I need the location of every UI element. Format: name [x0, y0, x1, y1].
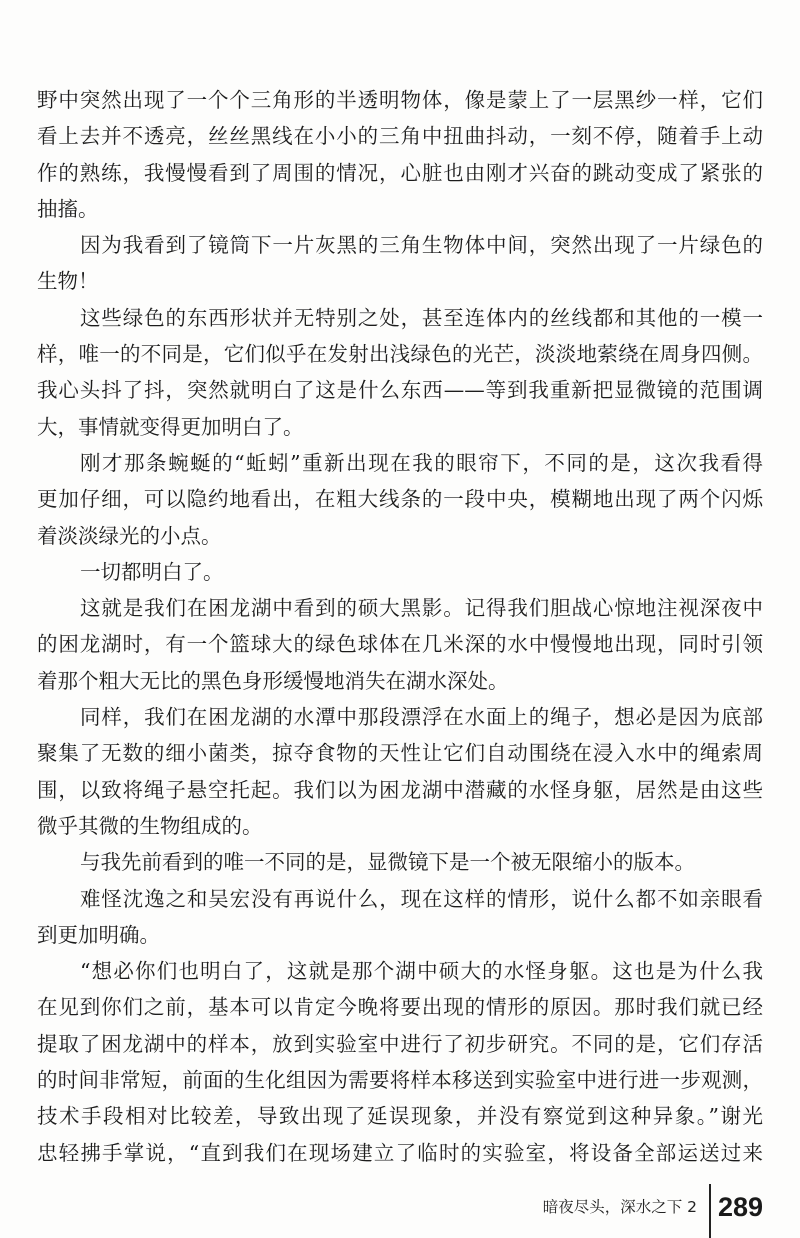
text-line: 围，以致将绳子悬空托起。我们以为困龙湖中潜藏的水怪身躯，居然是由这些 — [37, 777, 763, 802]
text-line: 同样，我们在困龙湖的水潭中那段漂浮在水面上的绳子，想必是因为底部 — [80, 705, 763, 730]
text-line: 这些绿色的东西形状并无特别之处，甚至连体内的丝线都和其他的一模一 — [80, 305, 763, 330]
text-line: 到更加明确。 — [37, 922, 160, 947]
paragraph — [37, 953, 763, 1171]
text-line: 在见到你们之前，基本可以肯定今晚将要出现的情形的原因。那时我们就已经 — [37, 995, 763, 1020]
text-line: 看上去并不透亮，丝丝黑线在小小的三角中扭曲抖动，一刻不停，随着手上动 — [37, 124, 763, 149]
paragraph — [37, 844, 763, 880]
text-line: 我心头抖了抖，突然就明白了这是什么东西——等到我重新把显微镜的范围调 — [37, 378, 763, 403]
text-line: 因为我看到了镜筒下一片灰黑的三角生物体中间，突然出现了一片绿色的 — [80, 233, 763, 258]
text-line: 样，唯一的不同是，它们似乎在发射出浅绿色的光芒，淡淡地萦绕在周身四侧。 — [37, 342, 763, 367]
paragraph — [37, 881, 763, 954]
text-line: 更加仔细，可以隐约地看出，在粗大线条的一段中央，模糊地出现了两个闪烁 — [37, 487, 763, 512]
text-line: 刚才那条蜿蜒的“蚯蚓”重新出现在我的眼帘下，不同的是，这次我看得 — [80, 450, 763, 475]
text-line: “想必你们也明白了，这就是那个湖中硕大的水怪身躯。这也是为什么我 — [80, 959, 763, 984]
footer-divider — [709, 1184, 711, 1238]
text-line: 作的熟练，我慢慢看到了周围的情况，心脏也由刚才兴奋的跳动变成了紧张的 — [37, 160, 763, 185]
text-line: 提取了困龙湖中的样本，放到实验室中进行了初步研究。不同的是，它们存活 — [37, 1031, 763, 1056]
paragraph — [37, 699, 763, 844]
text-line: 微乎其微的生物组成的。 — [37, 813, 263, 838]
page-number: 289 — [718, 1192, 764, 1222]
paragraph — [37, 590, 763, 699]
text-line: 的困龙湖时，有一个篮球大的绿色球体在几米深的水中慢慢地出现，同时引领 — [37, 632, 763, 657]
text-line: 大，事情就变得更加明白了。 — [37, 414, 304, 439]
text-line: 技术手段相对比较差，导致出现了延误现象，并没有察觉到这种异象。”谢光 — [37, 1104, 763, 1129]
text-line: 着那个粗大无比的黑色身形缓慢地消失在湖水深处。 — [37, 668, 509, 693]
paragraph — [37, 445, 763, 554]
paragraph — [37, 82, 763, 227]
running-footer-book-title: 暗夜尽头，深水之下 2 — [542, 1198, 697, 1216]
text-line: 这就是我们在困龙湖中看到的硕大黑影。记得我们胆战心惊地注视深夜中 — [80, 596, 763, 621]
paragraph — [37, 554, 763, 590]
text-line: 的时间非常短，前面的生化组因为需要将样本移送到实验室中进行进一步观测， — [37, 1068, 763, 1093]
text-line: 一切都明白了。 — [80, 559, 224, 584]
text-line: 着淡淡绿光的小点。 — [37, 523, 222, 548]
paragraph — [37, 300, 763, 445]
text-line: 聚集了无数的细小菌类，掠夺食物的天性让它们自动围绕在浸入水中的绳索周 — [37, 741, 763, 766]
text-line: 抽搐。 — [37, 196, 99, 221]
text-line: 野中突然出现了一个个三角形的半透明物体，像是蒙上了一层黑纱一样，它们 — [37, 88, 763, 112]
paragraph — [37, 227, 763, 300]
body-text — [37, 82, 763, 1171]
text-line: 与我先前看到的唯一不同的是，显微镜下是一个被无限缩小的版本。 — [80, 850, 695, 875]
text-line: 忠轻拂手掌说，“直到我们在现场建立了临时的实验室，将设备全部运送过来 — [37, 1140, 763, 1165]
text-line: 生物！ — [37, 269, 99, 294]
text-line: 难怪沈逸之和吴宏没有再说什么，现在这样的情形，说什么都不如亲眼看 — [80, 886, 763, 911]
